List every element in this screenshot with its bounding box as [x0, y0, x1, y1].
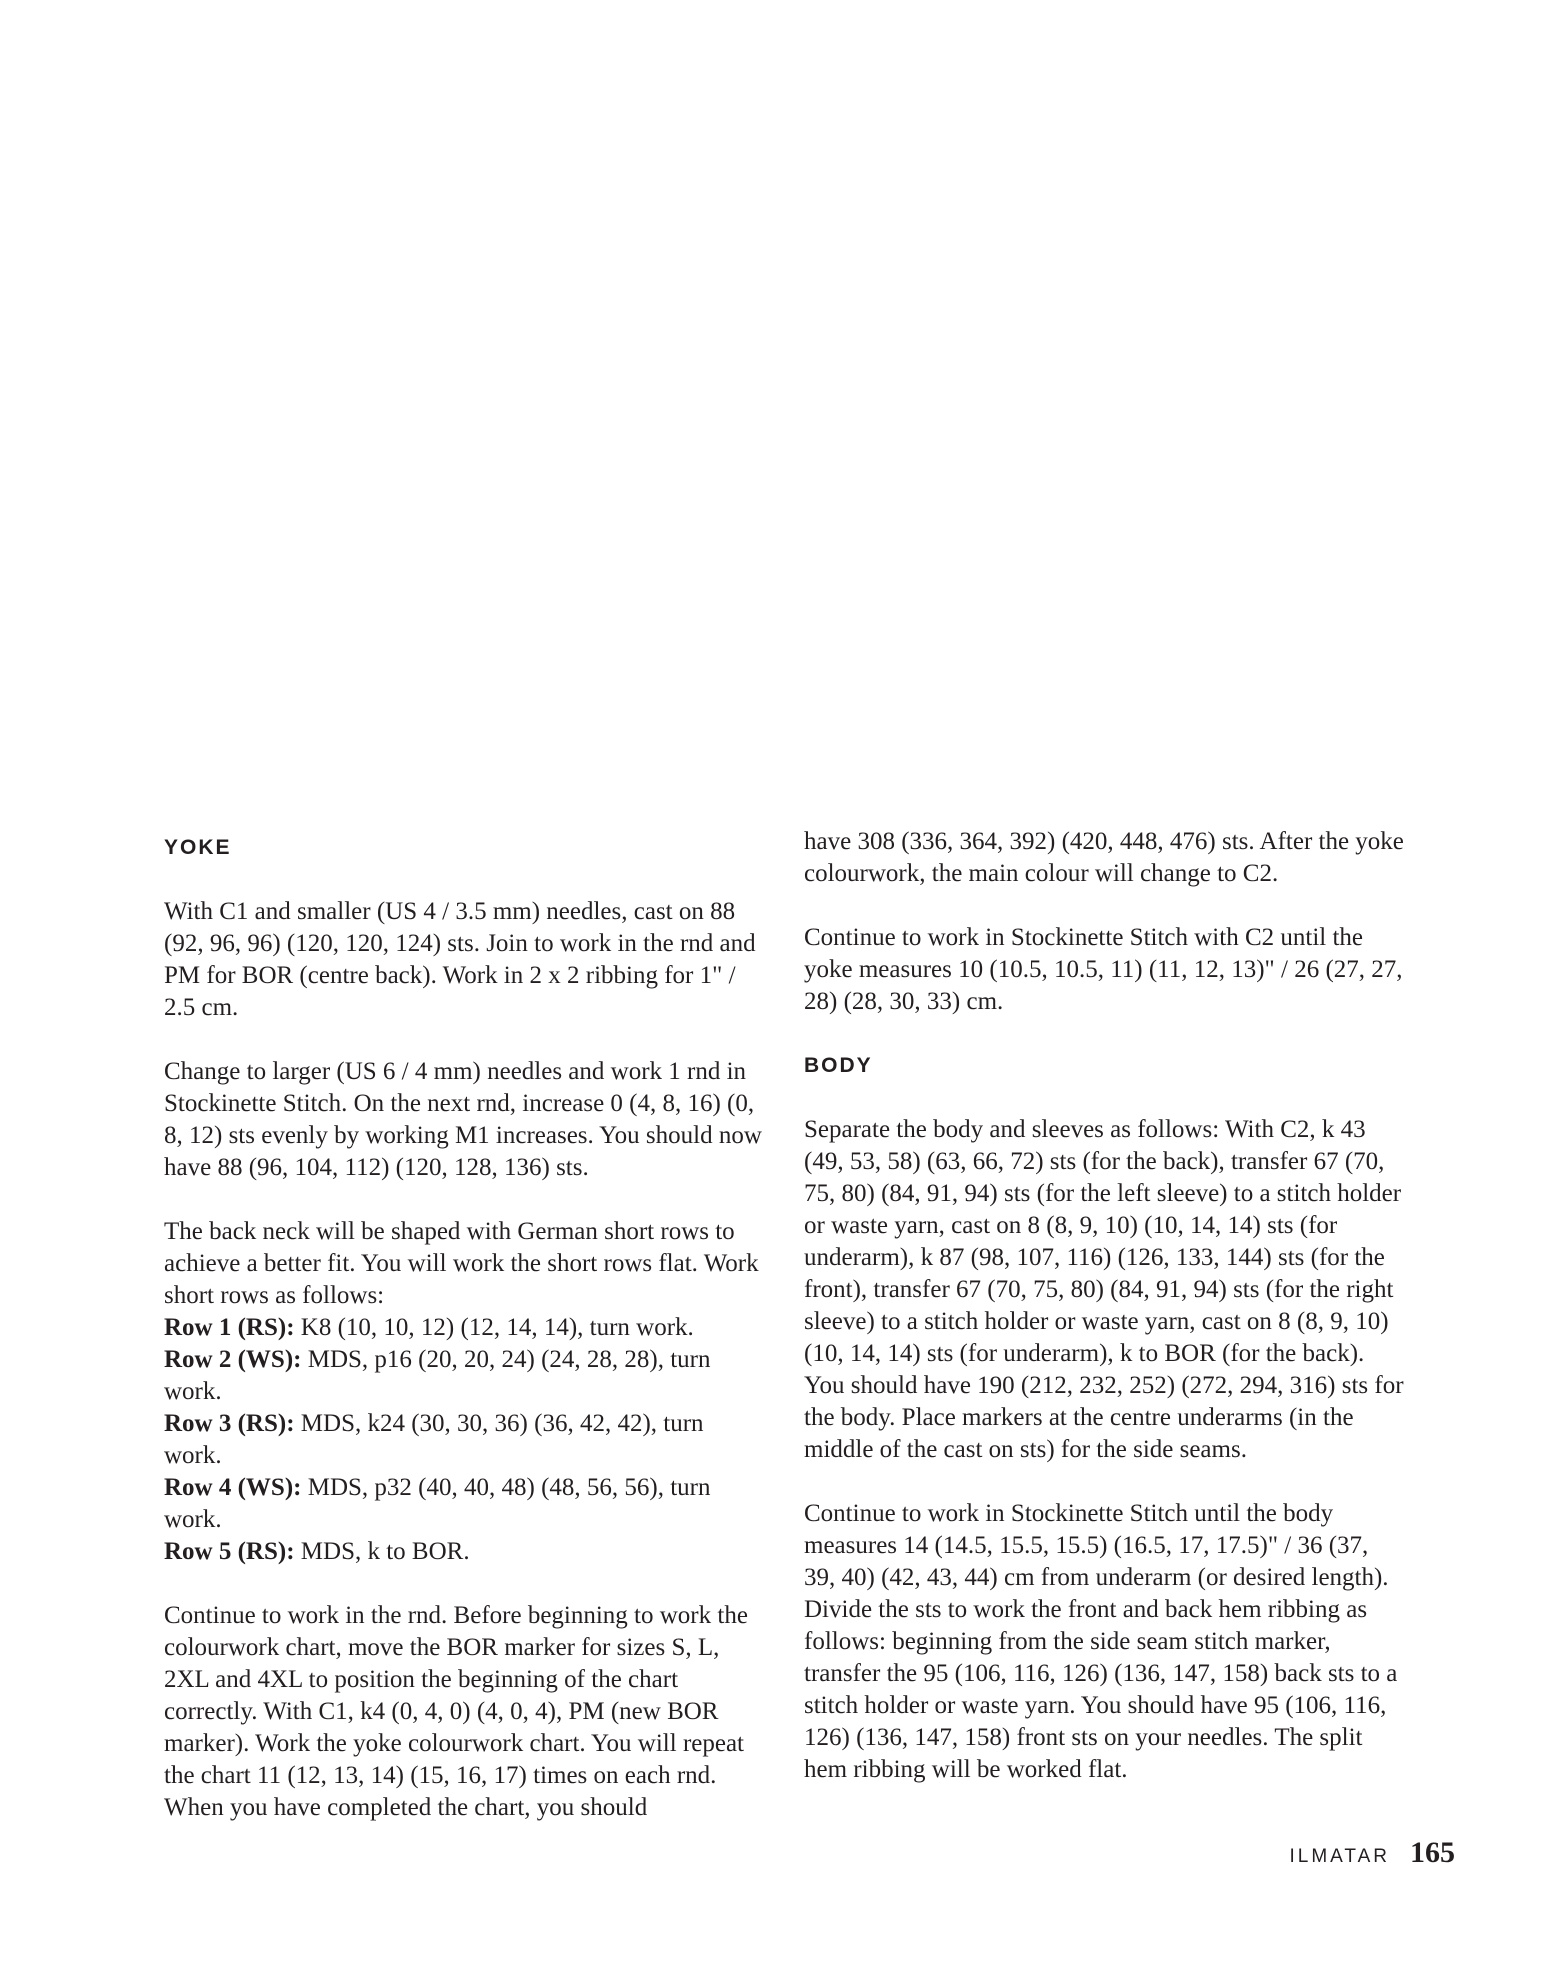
yoke-paragraph-colour-change: have 308 (336, 364, 392) (420, 448, 476) sts. After the yoke colourwork, the main colour will change to C2. — [804, 828, 1404, 887]
short-row-2 — [164, 1344, 764, 1408]
short-row-text: K8 (10, 10, 12) (12, 14, 14), turn work. — [294, 1314, 694, 1341]
short-row-text: MDS, p16 (20, 20, 24) (24, 28, 28), turn work. — [164, 1346, 711, 1405]
short-row-text: MDS, k to BOR. — [294, 1538, 470, 1565]
short-row-1 — [164, 1312, 764, 1344]
right-column — [804, 826, 1404, 1818]
short-row-label: Row 4 (WS): — [164, 1474, 302, 1501]
left-column — [164, 818, 764, 1856]
short-row-3 — [164, 1408, 764, 1472]
yoke-paragraph-measure: Continue to work in Stockinette Stitch with C2 until the yoke measures 10 (10.5, 10.5, 11) (11, 12, 13)" / 26 (27, 27, 28) (28, 30, 33) cm. — [804, 924, 1403, 1015]
short-row-label: Row 1 (RS): — [164, 1314, 295, 1341]
short-rows-intro: The back neck will be shaped with German short rows to achieve a better fit. You will work the short rows flat. Work short rows as follows: — [164, 1218, 759, 1309]
short-row-4 — [164, 1472, 764, 1536]
body-paragraph-separate: Separate the body and sleeves as follows: With C2, k 43 (49, 53, 58) (63, 66, 72) sts (for the back), transfer 67 (70, 75, 80) (84, 91, 94) sts (for the left sleeve) to a stitch holder or waste yarn, cast on 8 (8, 9, 10) (10, 14, 14) sts (for underarm), k 87 (98, 107, 116) (126, 133, 144) sts (for the front), transfer 67 (70, 75, 80) (84, 91, 94) sts (for the right sleeve) to a stitch holder or waste yarn, cast on 8 (8, 9, 10) (10, 14, 14) sts (for underarm), k to BOR (for the back). You should have 190 (212, 232, 252) (272, 294, 316) sts for the body. Place markers at the centre underarms (in the middle of the cast on sts) for the side seams. — [804, 1116, 1404, 1463]
short-row-label: Row 5 (RS): — [164, 1538, 295, 1565]
section-heading-yoke: YOKE — [164, 836, 232, 859]
page-number: 165 — [1410, 1836, 1455, 1869]
page-footer — [1289, 1836, 1455, 1870]
yoke-paragraph-colourwork: Continue to work in the rnd. Before beginning to work the colourwork chart, move the BOR marker for sizes S, L, 2XL and 4XL to position the beginning of the chart correctly. With C1, k4 (0, 4, 0) (4, 0, 4), PM (new BOR marker). Work the yoke colourwork chart. You will repeat the chart 11 (12, 13, 14) (15, 16, 17) times on each rnd. When you have completed the chart, you should — [164, 1602, 748, 1821]
short-row-5 — [164, 1536, 764, 1568]
short-rows-block — [164, 1216, 764, 1568]
yoke-paragraph-cast-on: With C1 and smaller (US 4 / 3.5 mm) needles, cast on 88 (92, 96, 96) (120, 120, 124) sts. Join to work in the rnd and PM for BOR (centre back). Work in 2 x 2 ribbing for 1" / 2.5 cm. — [164, 898, 756, 1021]
short-row-text: MDS, p32 (40, 40, 48) (48, 56, 56), turn work. — [164, 1474, 711, 1533]
body-paragraph-hem: Continue to work in Stockinette Stitch until the body measures 14 (14.5, 15.5, 15.5) (16.5, 17, 17.5)" / 36 (37, 39, 40) (42, 43, 44) cm from underarm (or desired length). Divide the sts to work the front and back hem ribbing as follows: beginning from the side seam stitch marker, transfer the 95 (106, 116, 126) (136, 147, 158) back sts to a stitch holder or waste yarn. You should have 95 (106, 116, 126) (136, 147, 158) front sts on your needles. The split hem ribbing will be worked flat. — [804, 1500, 1398, 1783]
short-row-label: Row 2 (WS): — [164, 1346, 302, 1373]
yoke-paragraph-increase: Change to larger (US 6 / 4 mm) needles and work 1 rnd in Stockinette Stitch. On the next rnd, increase 0 (4, 8, 16) (0, 8, 12) sts evenly by working M1 increases. You should now have 88 (96, 104, 112) (120, 128, 136) sts. — [164, 1058, 762, 1181]
short-row-text: MDS, k24 (30, 30, 36) (36, 42, 42), turn work. — [164, 1410, 704, 1469]
footer-title: ILMATAR — [1289, 1846, 1390, 1867]
section-heading-body: BODY — [804, 1054, 873, 1077]
short-row-label: Row 3 (RS): — [164, 1410, 295, 1437]
